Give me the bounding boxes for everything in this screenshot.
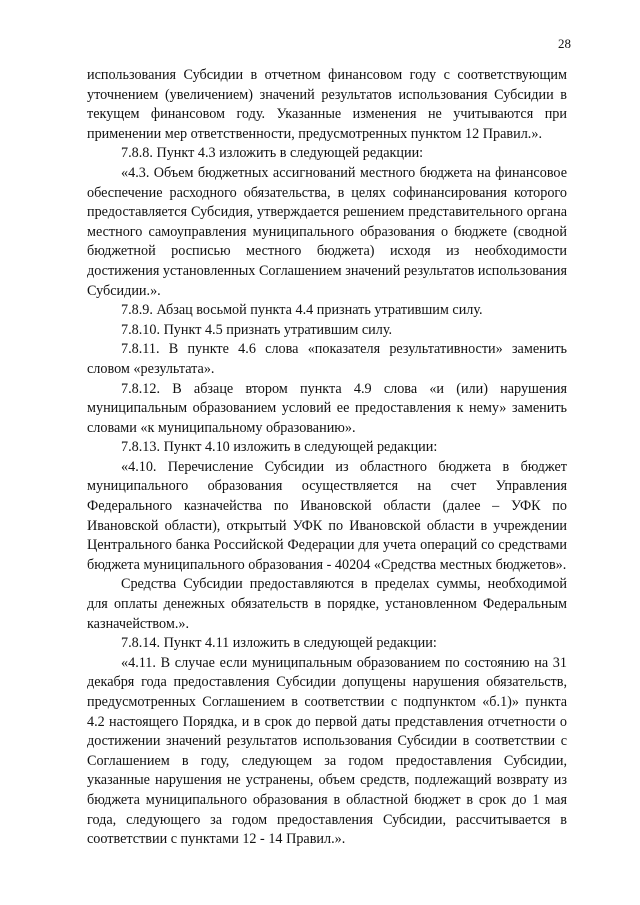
paragraph-item-7-8-11: 7.8.11. В пункте 4.6 слова «показателя результативности» заменить словом «результата». bbox=[87, 341, 567, 377]
paragraph-item-7-8-13: 7.8.13. Пункт 4.10 изложить в следующей редакции: bbox=[121, 439, 438, 456]
paragraph-quote-4-10: «4.10. Перечисление Субсидии из областного бюджета в бюджет муниципального образования осуществляется на счет Управления Федерального казначейства по Ивановской области (далее – УФК по Ивановской области), открытый УФК по Ивановской области в учреждении Центрального банка Российской Федерации для учета операций со средствами бюджета муниципального образования - 40204 «Средства местных бюджетов». bbox=[87, 458, 567, 573]
paragraph-item-7-8-10: 7.8.10. Пункт 4.5 признать утратившим силу. bbox=[121, 321, 393, 338]
paragraph-item-7-8-14: 7.8.14. Пункт 4.11 изложить в следующей редакции: bbox=[121, 635, 437, 652]
paragraph-subsidy-funds: Средства Субсидии предоставляются в пределах суммы, необходимой для оплаты денежных обязательств в порядке, установленном Федеральным казначейством.». bbox=[87, 576, 567, 632]
paragraph-item-7-8-12: 7.8.12. В абзаце втором пункта 4.9 слова «и (или) нарушения муниципальным образованием условий ее предоставления к нему» заменить словами «к муниципальному образованию». bbox=[87, 380, 567, 436]
paragraph-quote-4-11: «4.11. В случае если муниципальным образованием по состоянию на 31 декабря года предоставления Субсидии допущены нарушения обязательств, предусмотренных Соглашением в соответствии с подпунктом «б.1)» пункта 4.2 настоящего Порядка, и в срок до первой даты представления отчетности о достижении значений результатов использования Субсидии в соответствии с Соглашением в году, следующем за годом предоставления Субсидии, указанные нарушения не устранены, объем средств, подлежащий возврату из бюджета муниципального образования в областной бюджет в срок до 1 мая года, следующего за годом предоставления Субсидии, рассчитывается в соответствии с пунктами 12 - 14 Правил.». bbox=[87, 654, 567, 848]
document-body bbox=[87, 66, 567, 850]
paragraph-item-7-8-8: 7.8.8. Пункт 4.3 изложить в следующей редакции: bbox=[121, 145, 424, 162]
paragraph-item-7-8-9: 7.8.9. Абзац восьмой пункта 4.4 признать утратившим силу. bbox=[121, 302, 483, 319]
paragraph-continuation: использования Субсидии в отчетном финансовом году с соответствующим уточнением (увеличением) значений результатов использования Субсидии в текущем финансовом году. Указанные изменения не учитываются при применении мер ответственности, предусмотренных пунктом 12 Правил.». bbox=[87, 67, 567, 142]
paragraph-quote-4-3: «4.3. Объем бюджетных ассигнований местного бюджета на финансовое обеспечение расходного обязательства, в целях софинансирования которого предоставляется Субсидия, утверждается решением представительного органа местного самоуправления муниципального образования о бюджете (сводной бюджетной росписью местного бюджета) исходя из необходимости достижения установленных Соглашением значений результатов использования Субсидии.». bbox=[87, 164, 567, 299]
page-number: 28 bbox=[558, 36, 571, 51]
